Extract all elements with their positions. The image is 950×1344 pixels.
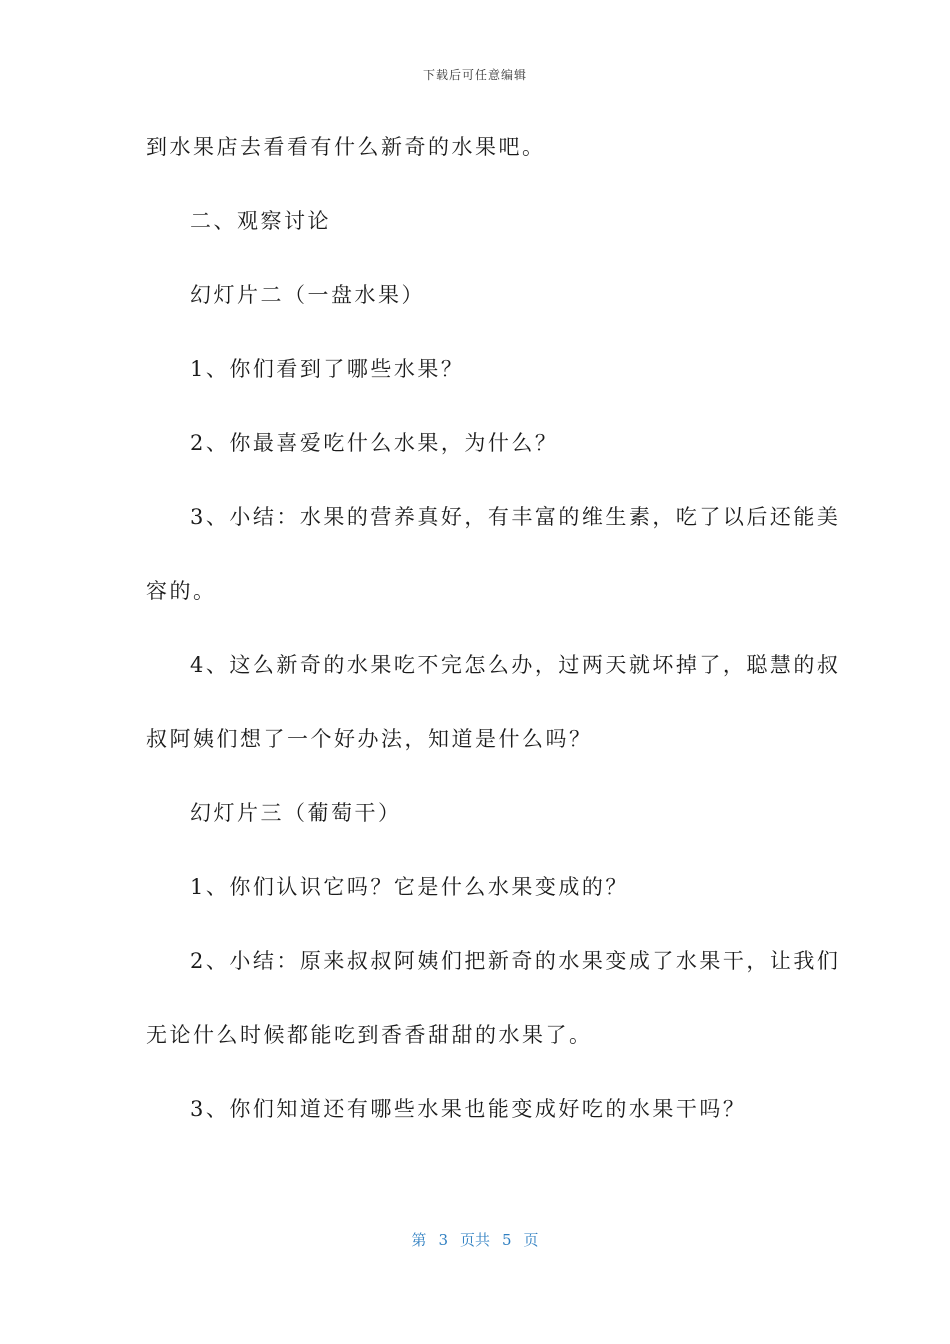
paragraph-line: 1、你们看到了哪些水果？ <box>190 357 465 381</box>
slide-heading: 幻灯片三（葡萄干） <box>190 801 402 825</box>
paragraph-line: 容的。 <box>146 579 217 603</box>
paragraph-line: 到水果店去看看有什么新奇的水果吧。 <box>146 135 546 159</box>
footer-total-pages: 5 <box>502 1231 512 1249</box>
footer-ye-gong: 页共 <box>459 1231 490 1249</box>
footer-ye: 页 <box>523 1231 539 1249</box>
paragraph-line: 4、这么新奇的水果吃不完怎么办，过两天就坏掉了，聪慧的叔 <box>190 653 841 677</box>
page-header-note: 下载后可任意编辑 <box>422 68 527 82</box>
slide-heading: 幻灯片二（一盘水果） <box>190 283 425 307</box>
page-footer <box>0 1229 950 1250</box>
footer-di: 第 <box>411 1231 427 1249</box>
paragraph-line: 无论什么时候都能吃到香香甜甜的水果了。 <box>146 1023 593 1047</box>
paragraph-line: 2、你最喜爱吃什么水果，为什么？ <box>190 431 559 455</box>
document-body <box>146 127 841 1163</box>
paragraph-line: 叔阿姨们想了一个好办法，知道是什么吗？ <box>146 727 593 751</box>
section-heading: 二、观察讨论 <box>190 209 331 233</box>
footer-current-page: 3 <box>438 1231 448 1249</box>
paragraph-line: 1、你们认识它吗？它是什么水果变成的？ <box>190 875 629 899</box>
paragraph-line: 3、小结：水果的营养真好，有丰富的维生素，吃了以后还能美 <box>190 505 841 529</box>
paragraph-line: 3、你们知道还有哪些水果也能变成好吃的水果干吗？ <box>190 1097 747 1121</box>
paragraph-line: 2、小结：原来叔叔阿姨们把新奇的水果变成了水果干，让我们 <box>190 949 841 973</box>
